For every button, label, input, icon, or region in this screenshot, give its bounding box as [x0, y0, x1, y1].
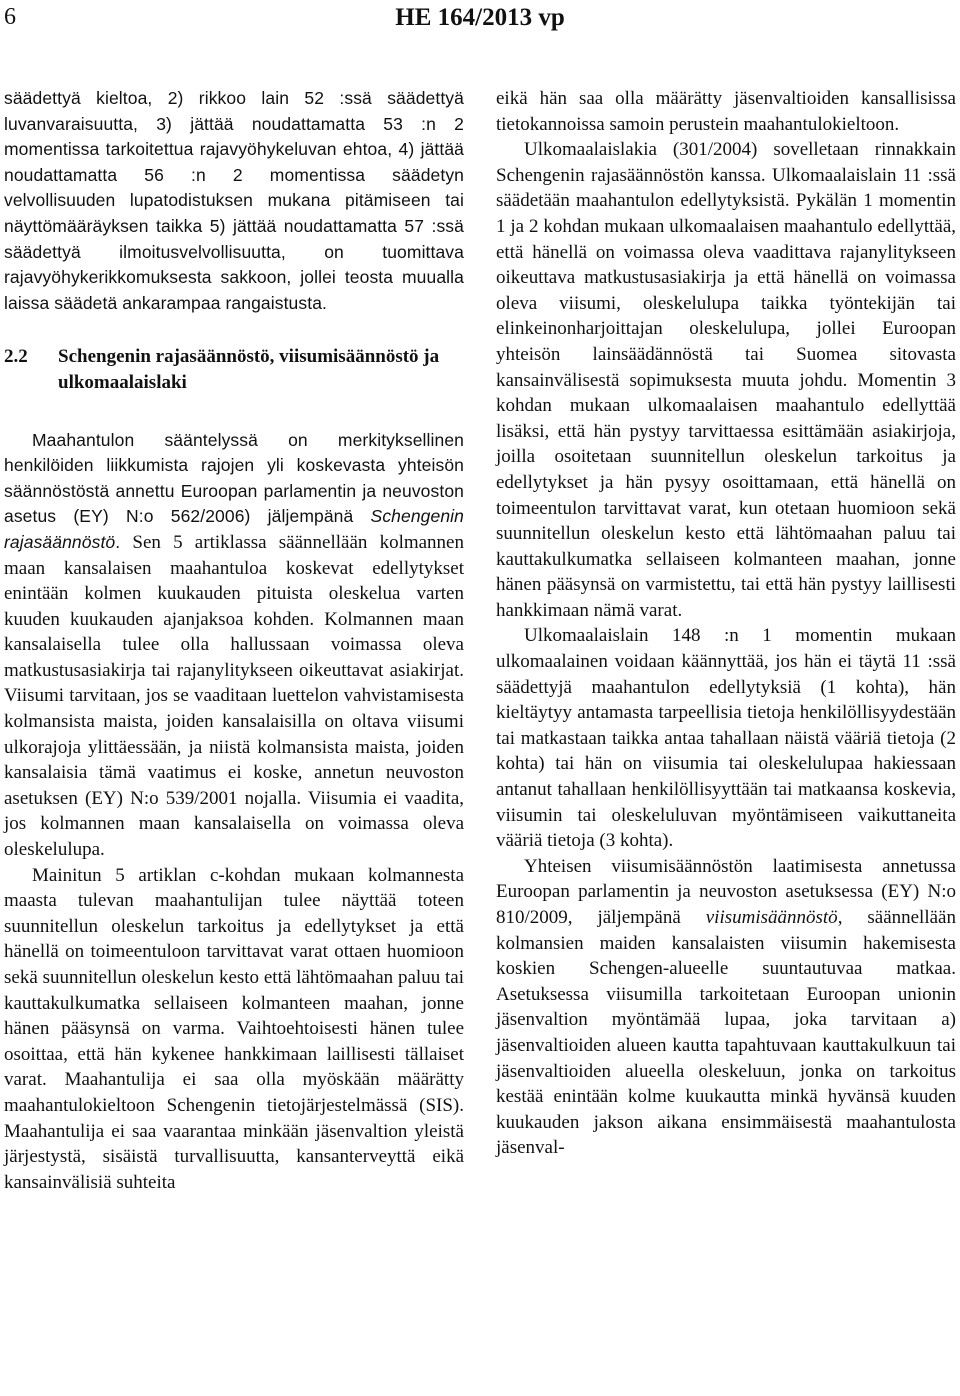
running-title: HE 164/2013 vp	[395, 4, 565, 31]
schengen-term: Schengenin rajasäännöstö	[4, 506, 464, 552]
right-paragraph-3: Ulkomaalaislain 148 :n 1 momentin mukaan ulkomaalainen voidaan käännyttää, jos hän ei täytä 11 :ssä säädettyjä maahantulon edellytyksiä (1 kohta), hän kieltäytyy antamasta tarpeellisia tietoja henkilöllisyydestään tai matkastaan taikka antaa tahallaan näistä vääriä tietoja (2 kohta) tai hän on viisumia tai oleskelulupaa hakiessaan antanut tahallaan henkilöllisyyttään tai matkaansa koskevia, viisumin tai oleskeluluvan myöntämiseen vaikuttaneita vääriä tietoja (3 kohta).	[496, 625, 956, 852]
left-paragraph-2-sans-end: .	[115, 531, 121, 552]
right-paragraph-4-start: Yhteisen viisumisäännöstön laatimisesta annetussa Euroopan parlamentin ja neuvoston asetuksessa (EY) N:o 810/2009, jäljempänä	[496, 855, 956, 928]
page-number: 6	[4, 4, 16, 30]
right-column	[496, 86, 956, 1161]
right-paragraph-4-end: , säännellään kolmansien maiden kansalaisten viisumin hakemisesta koskien Schengen-alueelle suuntautuvaa matkaa. Asetuksessa viisumilla tarkoitetaan Euroopan unionin jäsenvaltion myöntämää lupaa, joka tarvitaan a) jäsenvaltioiden alueen kautta tapahtuvaan kauttakulkuun tai jäsenvaltioiden alueella oleskeluun, jonka on tarkoitus kestää enintään kolme kuukautta minkä hyvänsä kuuden kuukauden jakson aikana ensimmäisestä maahantulosta jäsenval-	[496, 907, 956, 1159]
left-paragraph-2-serif: Sen 5 artiklassa säännellään kolmannen maan kansalaisen maahantuloa koskevat edellytykset enintään kolmen kuukauden pituista oleskelua varten kuuden kuukauden ajanjaksoa kohden. Kolmannen maan kansalaisella tulee olla hallussaan voimassa oleva matkustusasiakirja tai rajanylitykseen oikeuttavat asiakirjat. Viisumi tarvitaan, jos se vaaditaan luettelon vahvistamisesta kolmansista maista, joiden kansalaisilla on oltava viisumi ulkorajoja ylittäessään, ja niistä kolmansista maista, joiden kansalaisia tämä vaatimus ei koske, annetun neuvoston asetuksen (EY) N:o 539/2001 nojalla. Viisumia ei vaadita, jos kolmannen maan kansalaisella on voimassa oleva oleskelulupa.	[4, 531, 464, 861]
left-column	[4, 86, 464, 1195]
right-paragraph-2: Ulkomaalaislakia (301/2004) sovelletaan rinnakkain Schengenin rajasäännöstön kanssa. Ulkomaalaislain 11 :ssä säädetään maahantulon edellytyksistä. Pykälän 1 momentin 1 ja 2 kohdan mukaan ulkomaalaisen maahantulo edellyttää, että hänellä on voimassa oleva vaadittava rajanylitykseen oikeuttava matkustusasiakirja ja että hänellä on voimassa oleva viisumi, oleskelulupa taikka työntekijän tai elinkeinonharjoittajan oleskelulupa, jollei Euroopan yhteisön lainsäädännöstä tai Suomea sitovasta kansainvälisestä sopimuksesta muuta johdu. Momentin 3 kohdan mukaan ulkomaalaisen maahantulo edellyttää lisäksi, että hän pystyy tarvittaessa esittämään asiakirjoja, joilla osoitetaan suunnitellun oleskelun tarkoitus ja edellytykset ja hän pysyy osoittamaan, että hänellä on toimeentulon tarvittavat varat, kun otetaan huomioon sekä suunnitellun oleskelun kesto että lähtömaahan paluu tai kauttakulkumatka sellaiseen kolmanteen maahan, jonne hänen pääsynsä on varmistettu, tai että hän pystyy laillisesti hankkimaan nämä varat.	[496, 139, 956, 621]
right-paragraph-4	[496, 854, 956, 1161]
right-paragraph-1: eikä hän saa olla määrätty jäsenvaltioiden kansallisissa tietokannoissa samoin perustein maahantulokieltoon.	[496, 88, 956, 135]
section-heading	[4, 344, 464, 395]
section-heading-number: 2.2	[4, 346, 28, 368]
left-paragraph-2-sans: Maahantulon sääntelyssä on merkityksellinen henkilöiden liikkumista rajojen yli koskevasta yhteisön säännöstöstä annettu Euroopan parlamentin ja neuvoston asetus (EY) N:o 562/2006) jäljempänä	[4, 429, 464, 527]
left-paragraph-1: säädettyä kieltoa, 2) rikkoo lain 52 :ssä säädettyä luvanvaraisuutta, 3) jättää noudattamatta 53 :n 2 momentissa tarkoitettua rajavyöhykeluvan ehtoa, 4) jättää noudattamatta 56 :n 2 momentissa säädetyn velvollisuuden lupatodistuksen mukana pitämiseen tai näyttömääräyksen taikka 5) jättää noudattamatta 57 :ssä säädettyä ilmoitusvelvollisuutta, on tuomittava rajavyöhykerikkomuksesta sakkoon, jollei teosta muualla laissa säädetä ankarampaa rangaistusta.	[4, 88, 464, 313]
left-paragraph-2	[4, 428, 464, 863]
section-heading-text: Schengenin rajasäännöstö, viisumisäännöstö ja ulkomaalaislaki	[58, 346, 440, 393]
left-paragraph-3: Mainitun 5 artiklan c-kohdan mukaan kolmannesta maasta tulevan maahantulijan tulee näyttää toteen suunnitellun oleskelun tarkoitus ja edellytykset ja että hänellä on toimeentuloon tarvittavat varat ottaen huomioon sekä suunnitellun oleskelun kesto että lähtömaahan paluu tai kauttakulkumatka sellaiseen kolmanteen maahan, jonne hänen pääsynsä on varma. Vaihtoehtoisesti hänen tulee osoittaa, että hän kykenee hankkimaan laillisesti tällaiset varat. Maahantulija ei saa olla myöskään määrätty maahantulokieltoon Schengenin tietojärjestelmässä (SIS). Maahantulija ei saa vaarantaa minkään jäsenvaltion yleistä järjestystä, sisäistä turvallisuutta, kansanterveyttä eikä kansainvälisiä suhteita	[4, 864, 464, 1193]
visa-code-term: viisumisäännöstö	[705, 907, 838, 928]
